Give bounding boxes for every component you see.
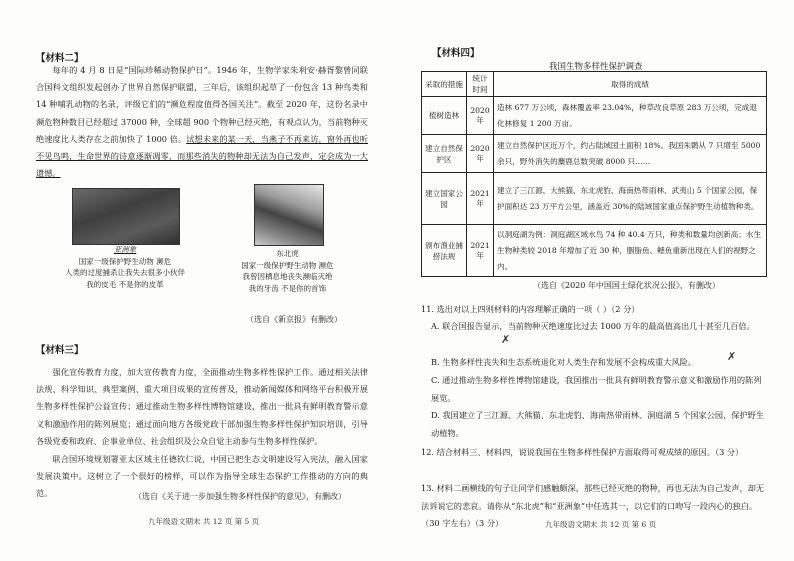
row-result: 造林 677 万公顷，森林覆盖率 23.04%，种草改良草原 283 万公顷，完成退化林修复 1 200 万亩。 — [494, 97, 767, 135]
table-header-result: 取得的成绩 — [494, 72, 767, 97]
row-measure: 建立国家公园 — [422, 173, 467, 225]
biodiversity-table — [421, 71, 767, 277]
cross-mark-icon: ✗ — [501, 333, 511, 346]
material-2-heading: 【材料二】 — [36, 53, 84, 64]
row-year: 2020年 — [467, 135, 494, 173]
siberian-tiger-line-2: 我曾因栖息地丧失濒临灭绝 — [242, 272, 333, 281]
material-3-paragraph-1: 强化宣传教育力度，加大宣传教育力度，全面推动生物多样性保护工作。通过相关法律法规、科学知识、典型案例、重大项目成果的宣传普及，推动新闻媒体和网络平台积极开展生物多样性保护公益宣传；通过推动生物多样性博物馆建设，推出一批具有鲜明教育警示意义和激励作用的陈列展览；通过面向地方各级党政干部加强生物多样性保护知识培训，引导各级党委和政府、企事业单位、社会组织及公众自觉主动参与生物多样性保护。 — [36, 367, 368, 446]
material-2-source: （选自《新京报》有删改） — [246, 315, 342, 324]
siberian-tiger-line-3: 我的牙齿 不是你的首饰 — [248, 283, 327, 293]
asian-elephant-caption — [40, 244, 210, 290]
question-11-option-c: C. 通过推动生物多样性博物馆建设，我国推出一批具有鲜明教育警示意义和激励作用的陈列展览。 — [431, 375, 762, 403]
table-row — [422, 97, 767, 135]
right-page — [397, 0, 794, 561]
table-title: 我国生物多样性保护调查 — [549, 62, 643, 72]
cross-mark-icon: ✗ — [727, 350, 737, 363]
row-result: 建立自然保护区近万个，约占陆域国土面积 18%。我国朱鹮从 7 只增至 5000 余只，野外消失的麋鹿总数突破 8000 只…… — [494, 135, 767, 173]
row-measure: 植树造林 — [422, 97, 467, 135]
material-2-text-main: 每年的 4 月 8 日是“国际珍稀动物保护日”。1946 年，生物学家朱利安·赫胥黎曾同联合国科文组织发起创办了世界自然保护联盟，三年后，该组织起草了一份包含 13 种鸟类和 14 种哺乳动物的名录，评级它们的“濒危程度值得各国关注”。截至 2020 年，这份名录中濒危物种数目已经超过 37000 种，全球超 900 个物种已经灭绝，有观点认为，当前物种灭绝速度比人类存在之前加快了 1000 倍。 — [36, 65, 368, 144]
asian-elephant-title: 亚洲象 — [113, 245, 137, 254]
row-year: 2021年 — [467, 225, 494, 277]
material-3-heading: 【材料三】 — [36, 345, 84, 356]
table-row — [422, 225, 767, 277]
question-11-option-d: D. 我国建立了三江源、大熊猫、东北虎豹、海南热带雨林、洞庭湖 5 个国家公园，保护野生动植物。 — [431, 410, 765, 438]
table-header-year: 统计时间 — [467, 72, 494, 97]
table-header-measure: 采取的措施 — [422, 72, 467, 97]
siberian-tiger-title: 东北虎 — [276, 249, 299, 258]
question-12: 12. 结合材料三、材料四，说说我国在生物多样性保护方面取得可观成绩的原因。（3 分） — [421, 447, 744, 457]
siberian-tiger-photo — [254, 184, 324, 246]
right-page-footer: 九年级语文期末 共 12 页 第 6 页 — [545, 520, 657, 529]
left-page-footer: 九年级语文期末 共 12 页 第 5 页 — [148, 517, 260, 526]
siberian-tiger-caption — [205, 248, 370, 294]
asian-elephant-line-3: 我的皮毛 不是你的皮革 — [86, 279, 164, 289]
row-result: 以洞庭湖为例：洞庭湖区域水鸟 74 种 40.4 万只，种类和数量均创新高；水生生物种类较 2018 年增加了近 30 种，胭脂鱼、鳡鱼重新出现在人们的视野之内。 — [494, 225, 767, 277]
siberian-tiger-line-1: 国家一级保护野生动物 濒危 — [241, 260, 334, 270]
material-2-text — [36, 62, 368, 182]
row-measure: 颁布渔业捕捞法规 — [422, 225, 467, 277]
row-year: 2020年 — [467, 97, 494, 135]
question-11: 11. 选出对以上四则材料的内容理解正确的一项（ ）（2 分） — [421, 304, 640, 314]
table-row — [422, 135, 767, 173]
material-3-paragraph-2: 联合国环境规划署亚太区域主任德钦仁说，中国已把生态文明建设写入宪法，融入国家发展决策中。这树立了一个很好的榜样，可以作为指导全球生态保护工作推动的方向的典范。 — [36, 454, 368, 499]
asian-elephant-photo — [72, 188, 180, 245]
row-year: 2021年 — [467, 173, 494, 225]
question-11-option-b: B. 生物多样性丧失和生态系统退化对人类生存和发展不会构成重大风险。 — [431, 357, 697, 367]
asian-elephant-line-2: 人类的过度捕杀让我失去很多小伙伴 — [65, 268, 185, 277]
question-11-option-a: A. 联合国报告显示，当前物种灭绝速度比过去 1000 万年的最高值高出几十甚至几百倍。 — [431, 321, 755, 331]
question-13: 13. 材料二画横线的句子让同学们感触颇深，那些已经灭绝的物种，再也无法为自己发声，却无法诉说它的悲哀。请你从“东北虎”和“亚洲象”中任选其一，以它们的口吻写一段内心的独白。（30 字左右）（3 分） — [421, 483, 765, 528]
asian-elephant-line-1: 国家一级保护野生动物 濒危 — [78, 256, 172, 266]
material-4-source: （选自《2020 年中国国土绿化状况公报》，有删改） — [533, 281, 720, 290]
row-measure: 建立自然保护区 — [422, 135, 467, 173]
material-3-source: （选自《关于进一步加强生物多样性保护的意见》，有删改） — [134, 492, 346, 501]
material-2-underlined-sentence: 试想未来的某一天，当燕子不再来访，窗外再也听不见鸟鸣，生命世界的诗意逐渐凋零，而那些消失的物种却无法为自己发声，定会成为一大遗憾。 — [36, 133, 368, 179]
material-4-heading: 【材料四】 — [432, 48, 480, 59]
row-result: 建立了三江源、大熊猫、东北虎豹、海南热带雨林、武夷山 5 个国家公园，保护面积达 23 万平方公里，涵盖近 30%的陆域国家重点保护野生动植物种类。 — [494, 173, 767, 225]
table-row — [422, 173, 767, 225]
table-header-row — [422, 72, 767, 97]
